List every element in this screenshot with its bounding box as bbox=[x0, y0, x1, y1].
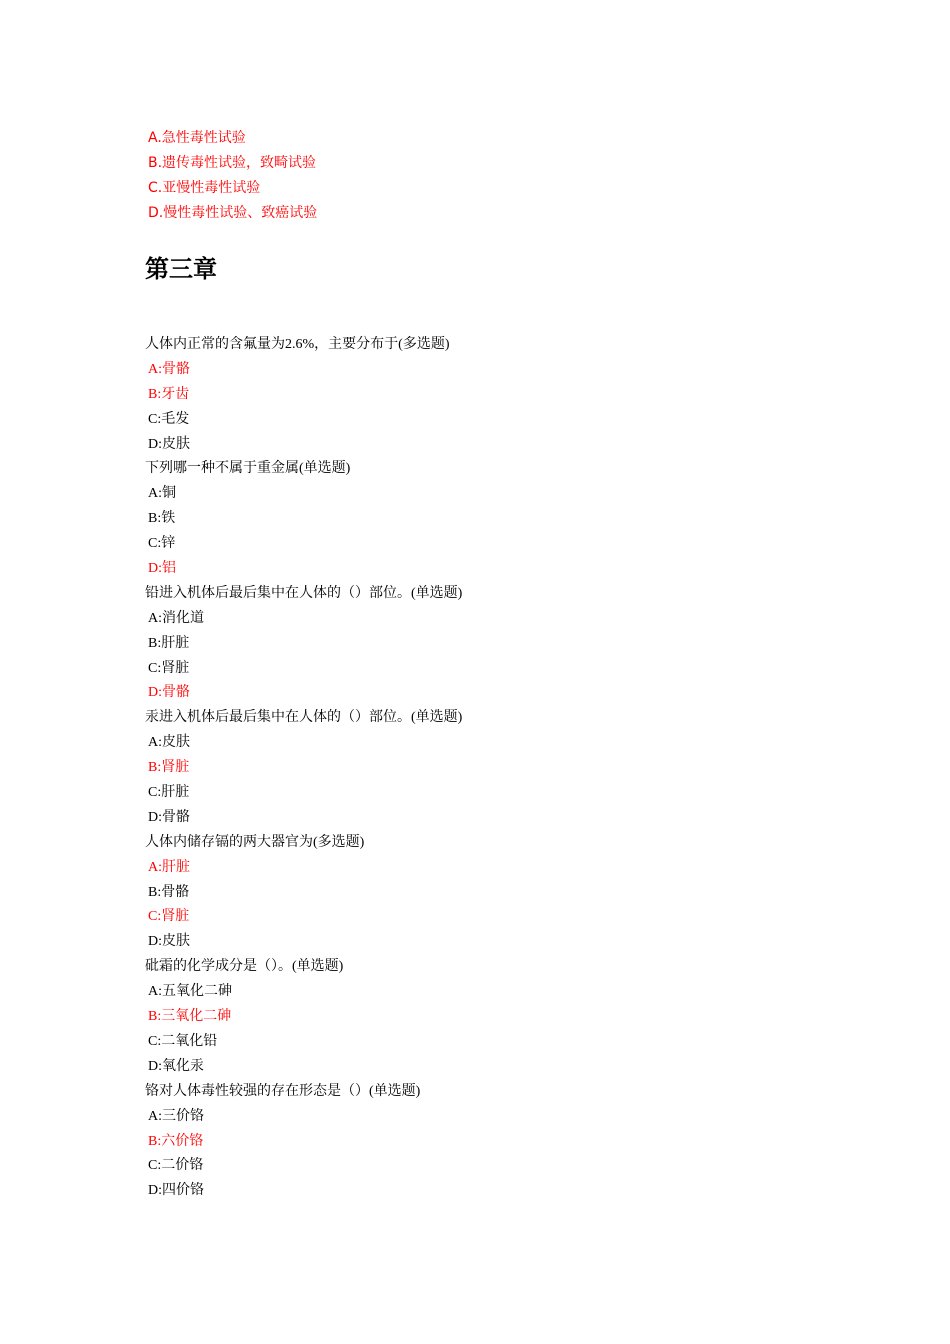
option-c: C:肾脏 bbox=[148, 909, 190, 925]
question-1 bbox=[145, 333, 462, 457]
question-stem: 铅进入机体后最后集中在人体的（）部位。(单选题) bbox=[145, 585, 463, 601]
option-b: B:牙齿 bbox=[148, 386, 190, 402]
option-c: C.亚慢性毒性试验 bbox=[148, 180, 261, 196]
option-c: C:二价铬 bbox=[148, 1158, 204, 1174]
option-a: A:肝脏 bbox=[148, 859, 190, 875]
option-a: A:五氧化二砷 bbox=[148, 984, 232, 1000]
previous-question-options bbox=[148, 126, 317, 226]
question-stem: 人体内正常的含氟量为2.6%，主要分布于(多选题) bbox=[145, 337, 450, 352]
option-b: B:肾脏 bbox=[148, 760, 190, 776]
question-6 bbox=[145, 955, 462, 1079]
option-d: D:四价铬 bbox=[148, 1183, 204, 1199]
option-a: A:消化道 bbox=[148, 610, 204, 626]
question-7 bbox=[145, 1080, 462, 1204]
option-b: B.遗传毒性试验，致畸试验 bbox=[148, 155, 317, 171]
chapter-title: 第三章 bbox=[145, 255, 217, 283]
option-d: D:骨骼 bbox=[148, 685, 190, 701]
option-d: D:氧化汞 bbox=[148, 1058, 204, 1074]
option-c: C:肝脏 bbox=[148, 785, 190, 801]
option-d: D:皮肤 bbox=[148, 934, 190, 950]
option-a: A:铜 bbox=[148, 486, 176, 502]
option-c: C:毛发 bbox=[148, 411, 190, 427]
option-c: C:二氧化铅 bbox=[148, 1033, 218, 1049]
question-list bbox=[145, 333, 462, 1204]
option-d: D:铝 bbox=[148, 561, 176, 577]
option-b: B:肝脏 bbox=[148, 635, 190, 651]
option-a: A:三价铬 bbox=[148, 1108, 204, 1124]
question-stem: 铬对人体毒性较强的存在形态是（）(单选题) bbox=[145, 1083, 421, 1099]
option-a: A:皮肤 bbox=[148, 735, 190, 751]
question-stem: 人体内储存镉的两大器官为(多选题) bbox=[145, 834, 365, 850]
option-a: A.急性毒性试验 bbox=[148, 130, 246, 146]
question-5 bbox=[145, 831, 462, 955]
question-stem: 砒霜的化学成分是（）。(单选题) bbox=[145, 959, 344, 975]
option-c: C:锌 bbox=[148, 536, 176, 552]
question-4 bbox=[145, 706, 462, 830]
option-b: B:骨骼 bbox=[148, 884, 190, 900]
option-b: B:三氧化二砷 bbox=[148, 1009, 232, 1025]
option-b: B:铁 bbox=[148, 511, 176, 527]
question-2 bbox=[145, 457, 462, 581]
option-c: C:肾脏 bbox=[148, 660, 190, 676]
option-d: D.慢性毒性试验、致癌试验 bbox=[148, 205, 318, 221]
option-d: D:骨骼 bbox=[148, 809, 190, 825]
question-stem: 下列哪一种不属于重金属(单选题) bbox=[145, 461, 351, 477]
question-stem: 汞进入机体后最后集中在人体的（）部位。(单选题) bbox=[145, 710, 463, 726]
option-a: A:骨骼 bbox=[148, 361, 190, 377]
question-3 bbox=[145, 582, 462, 706]
option-d: D:皮肤 bbox=[148, 436, 190, 452]
option-b: B:六价铬 bbox=[148, 1133, 204, 1149]
